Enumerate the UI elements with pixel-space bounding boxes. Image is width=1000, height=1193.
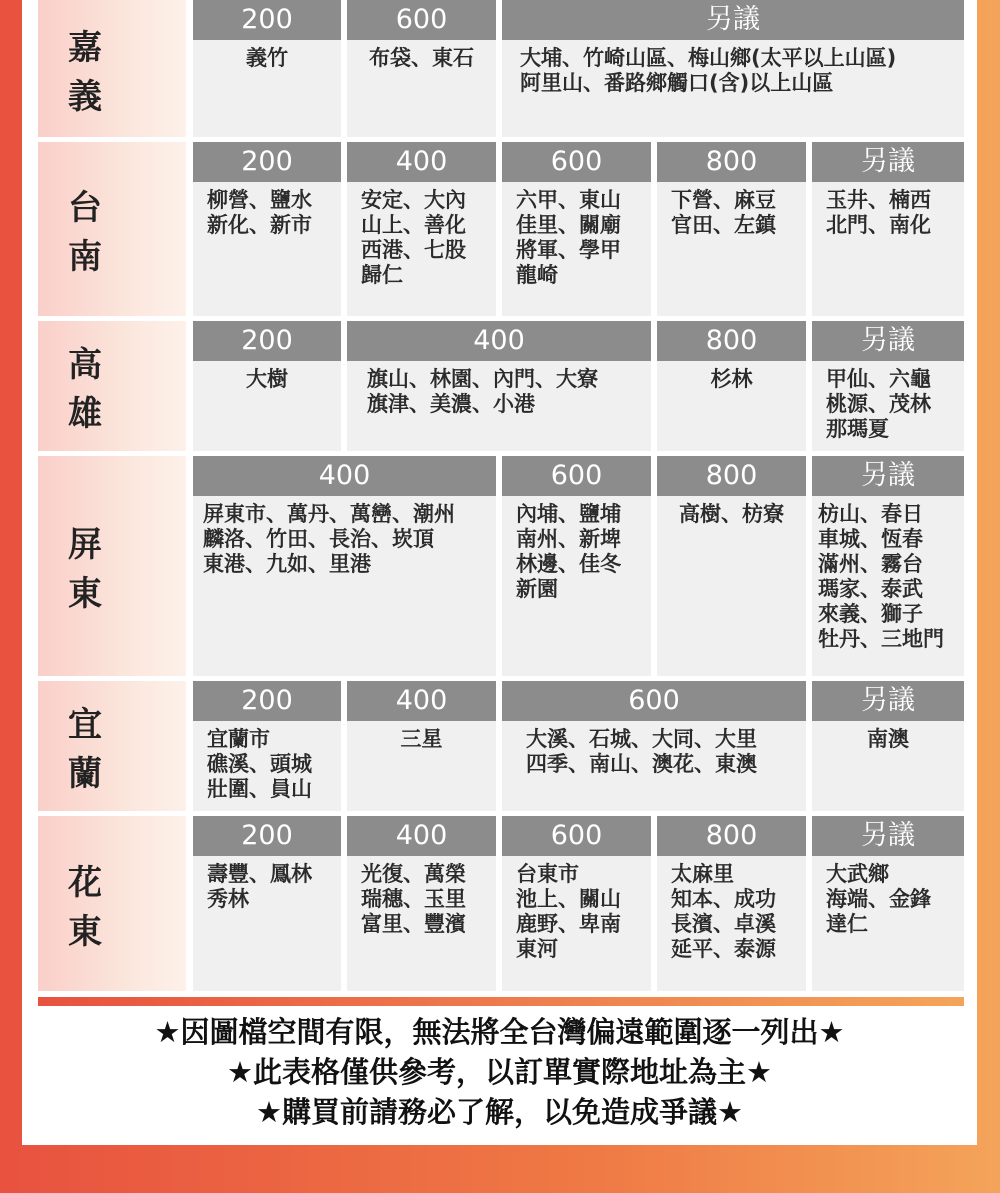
fee-column	[502, 681, 806, 811]
fee-column	[812, 681, 964, 811]
area-list: 屏東市、萬丹、萬巒、潮州 麟洛、竹田、長治、崁頂 東港、九如、里港	[203, 502, 455, 576]
fee-header: 200	[193, 816, 341, 856]
fee-header: 600	[502, 816, 651, 856]
divider-bar	[38, 997, 964, 1006]
fee-column	[657, 142, 806, 316]
fee-header: 另議	[812, 142, 964, 182]
fee-column	[657, 321, 806, 451]
fee-header: 600	[502, 456, 651, 496]
fee-column	[193, 456, 496, 676]
fee-header: 600	[502, 681, 806, 721]
fee-column	[193, 681, 341, 811]
area-list: 布袋、東石	[369, 46, 474, 70]
area-list: 枋山、春日 車城、恆春 滿州、霧台 瑪家、泰武 來義、獅子 牡丹、三地門	[818, 502, 944, 651]
fee-column	[347, 681, 496, 811]
fee-header: 200	[193, 681, 341, 721]
fee-column	[502, 456, 651, 676]
fee-header: 200	[193, 0, 341, 40]
fee-column	[193, 321, 341, 451]
area-list: 玉井、楠西 北門、南化	[826, 188, 931, 237]
fee-header: 另議	[502, 0, 964, 40]
region-name: 屏東	[38, 456, 186, 676]
fee-column	[193, 0, 341, 137]
fee-column	[347, 142, 496, 316]
area-list: 大溪、石城、大同、大里 四季、南山、澳花、東澳	[526, 727, 757, 776]
area-list: 甲仙、六龜 桃源、茂林 那瑪夏	[826, 367, 931, 441]
fee-header: 另議	[812, 816, 964, 856]
area-list: 大武鄉 海端、金鋒 達仁	[826, 862, 931, 936]
fee-header: 另議	[812, 456, 964, 496]
area-list: 安定、大內 山上、善化 西港、七股 歸仁	[361, 188, 466, 287]
region-name: 花東	[38, 816, 186, 991]
region-chiayi	[38, 0, 964, 137]
fee-header: 600	[347, 0, 496, 40]
fee-column	[193, 142, 341, 316]
region-name: 高雄	[38, 321, 186, 451]
area-list: 三星	[400, 727, 443, 751]
fee-column	[812, 142, 964, 316]
fee-header: 800	[657, 816, 806, 856]
fee-header: 800	[657, 142, 806, 182]
disclaimer-note: ★因圖檔空間有限，無法將全台灣偏遠範圍逐一列出★	[154, 1015, 845, 1049]
fee-column	[502, 0, 964, 137]
area-list: 大埔、竹崎山區、梅山鄉(太平以上山區) 阿里山、番路鄉觸口(含)以上山區	[520, 46, 897, 95]
region-yilan	[38, 681, 964, 811]
area-list: 壽豐、鳳林 秀林	[207, 862, 312, 911]
area-list: 下營、麻豆 官田、左鎮	[671, 188, 776, 237]
region-name: 宜蘭	[38, 681, 186, 811]
area-list: 台東市 池上、關山 鹿野、卑南 東河	[516, 862, 621, 961]
area-list: 大樹	[246, 367, 288, 391]
fee-column	[657, 816, 806, 991]
area-list: 內埔、鹽埔 南州、新埤 林邊、佳冬 新園	[516, 502, 621, 601]
fee-column	[812, 816, 964, 991]
area-list: 杉林	[710, 367, 753, 391]
fee-header: 另議	[812, 681, 964, 721]
fee-header: 800	[657, 456, 806, 496]
fee-header: 400	[347, 142, 496, 182]
area-list: 高樹、枋寮	[679, 502, 784, 526]
disclaimer-note: ★此表格僅供參考，以訂單實際地址為主★	[227, 1055, 772, 1089]
fee-header: 200	[193, 142, 341, 182]
fee-header: 200	[193, 321, 341, 361]
fee-header: 800	[657, 321, 806, 361]
region-pingtung	[38, 456, 964, 676]
area-list: 旗山、林園、內門、大寮 旗津、美濃、小港	[367, 367, 598, 416]
fee-column	[193, 816, 341, 991]
fee-header: 400	[347, 681, 496, 721]
area-list: 太麻里 知本、成功 長濱、卓溪 延平、泰源	[671, 862, 776, 961]
region-name: 台南	[38, 142, 186, 316]
fee-column	[657, 456, 806, 676]
fee-column	[347, 321, 651, 451]
fee-column	[812, 321, 964, 451]
area-list: 六甲、東山 佳里、關廟 將軍、學甲 龍崎	[516, 188, 621, 287]
fee-header: 400	[347, 321, 651, 361]
fee-column	[812, 456, 964, 676]
fee-column	[347, 816, 496, 991]
fee-column	[347, 0, 496, 137]
region-hualien-taitung	[38, 816, 964, 991]
area-list: 光復、萬榮 瑞穗、玉里 富里、豐濱	[361, 862, 466, 936]
area-list: 義竹	[246, 46, 288, 70]
area-list: 宜蘭市 礁溪、頭城 壯圍、員山	[207, 727, 312, 801]
region-kaohsiung	[38, 321, 964, 451]
fee-column	[502, 142, 651, 316]
area-list: 南澳	[867, 727, 909, 751]
region-tainan	[38, 142, 964, 316]
disclaimer-note: ★購買前請務必了解，以免造成爭議★	[256, 1095, 743, 1129]
fee-column	[502, 816, 651, 991]
fee-header: 另議	[812, 321, 964, 361]
area-list: 柳營、鹽水 新化、新市	[207, 188, 312, 237]
region-name: 嘉義	[38, 0, 186, 137]
fee-header: 400	[347, 816, 496, 856]
fee-header: 600	[502, 142, 651, 182]
fee-header: 400	[193, 456, 496, 496]
